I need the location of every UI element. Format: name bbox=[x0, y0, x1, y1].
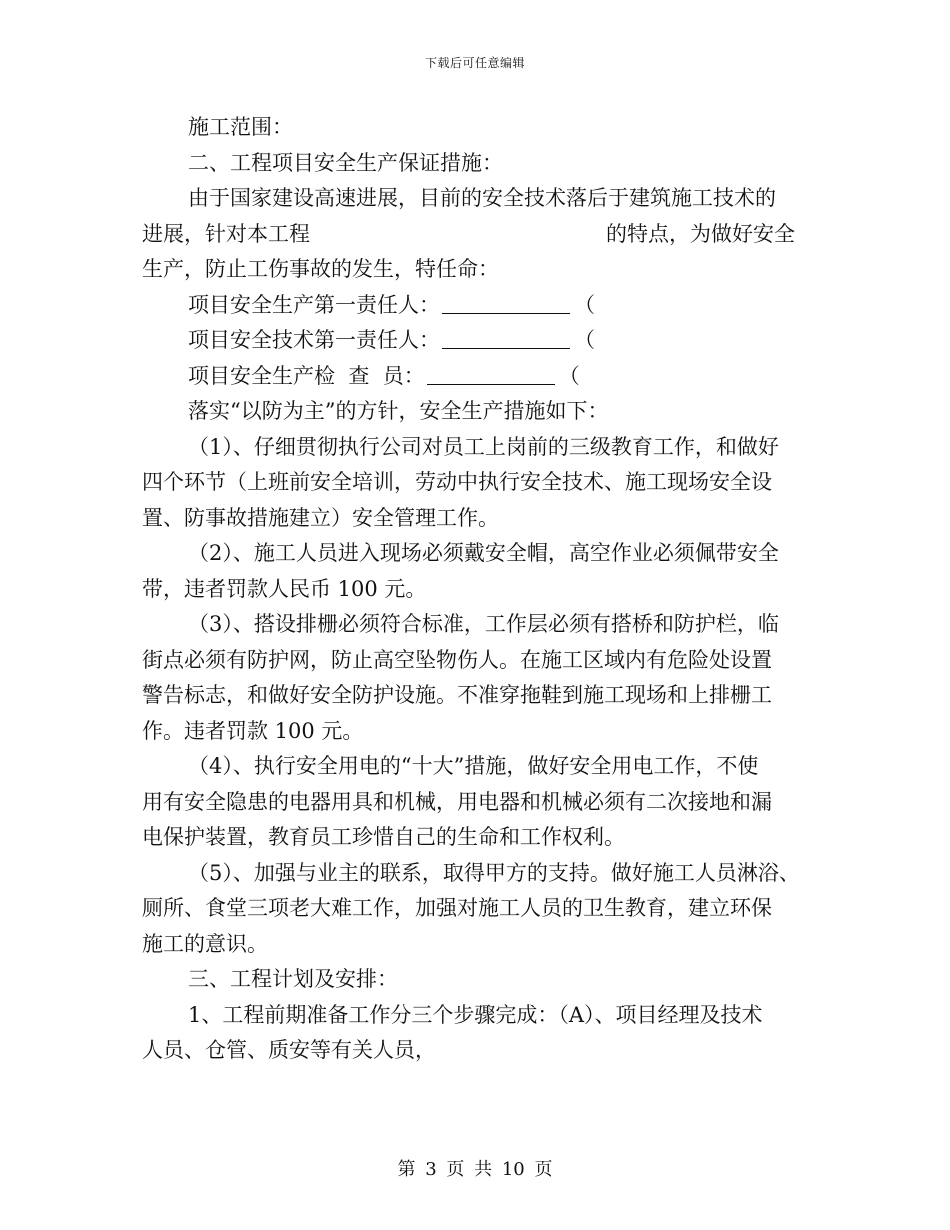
role-label: 项目安全生产检 查 员： bbox=[188, 363, 425, 388]
appointment-line bbox=[142, 288, 822, 324]
paragraph-line: （4）、执行安全用电的“十大”措施，做好安全用电工作，不使 bbox=[188, 754, 759, 778]
paragraph-line: 电保护装置，教育员工珍惜自己的生命和工作权利。 bbox=[142, 825, 625, 849]
paragraph-line: 警告标志，和做好安全防护设施。不准穿拖鞋到施工现场和上排栅工 bbox=[142, 683, 772, 707]
paragraph-line: 由于国家建设高速进展，目前的安全技术落后于建筑施工技术的 bbox=[188, 186, 776, 210]
paragraph-line: （1）、仔细贯彻执行公司对员工上岗前的三级教育工作，和做好 bbox=[188, 434, 779, 459]
fill-in-blank bbox=[442, 328, 570, 349]
paragraph-line: （2）、施工人员进入现场必须戴安全帽，高空作业必须佩带安全 bbox=[188, 541, 779, 565]
paragraph-line: 1、工程前期准备工作分三个步骤完成：（A）、项目经理及技术 bbox=[188, 1002, 763, 1027]
section-heading: 三、工程计划及安排： bbox=[188, 967, 398, 991]
bracket: （ bbox=[574, 328, 595, 352]
paragraph-line: 厕所、食堂三项老大难工作，加强对施工人员的卫生教育，建立环保 bbox=[142, 896, 772, 920]
paragraph-line: 作。违者罚款 100 元。 bbox=[142, 718, 364, 743]
fill-in-blank bbox=[427, 364, 555, 385]
paragraph-line: 四个环节（上班前安全培训，劳动中执行安全技术、施工现场安全设 bbox=[142, 470, 772, 494]
paragraph-line: 施工的意识。 bbox=[142, 931, 268, 956]
section-heading: 二、工程项目安全生产保证措施： bbox=[188, 150, 503, 175]
role-label: 项目安全技术第一责任人： bbox=[188, 328, 440, 352]
paragraph-line: 施工范围： bbox=[188, 115, 293, 139]
appointment-line bbox=[142, 323, 822, 359]
paragraph-line: （3）、搭设排栅必须符合标准，工作层必须有搭桥和防护栏，临 bbox=[188, 612, 779, 636]
role-label: 项目安全生产第一责任人： bbox=[188, 292, 440, 317]
paragraph-line: 人员、仓管、质安等有关人员， bbox=[142, 1038, 436, 1062]
paragraph-line: （5）、加强与业主的联系，取得甲方的支持。做好施工人员淋浴、 bbox=[188, 860, 800, 885]
page-number: 第 3 页 共 10 页 bbox=[397, 1159, 553, 1180]
paragraph-text: 的特点，为做好安全 bbox=[606, 221, 795, 246]
bracket: （ bbox=[574, 292, 595, 317]
page-header: 下载后可任意编辑 bbox=[424, 56, 525, 70]
appointment-line bbox=[142, 359, 822, 395]
fill-in-blank bbox=[442, 293, 570, 314]
paragraph-line: 带，违者罚款人民币 100 元。 bbox=[142, 576, 427, 601]
paragraph-line: 用有安全隐患的电器用具和机械，用电器和机械必须有二次接地和漏 bbox=[142, 789, 772, 814]
paragraph-line bbox=[142, 217, 822, 253]
paragraph-line: 落实“以防为主”的方针，安全生产措施如下： bbox=[188, 399, 609, 423]
paragraph-line: 街点必须有防护网，防止高空坠物伤人。在施工区域内有危险处设置 bbox=[142, 647, 772, 672]
paragraph-line: 置、防事故措施建立）安全管理工作。 bbox=[142, 505, 499, 530]
document-body bbox=[142, 110, 822, 1069]
paragraph-line: 生产，防止工伤事故的发生，特任命： bbox=[142, 257, 499, 281]
paragraph-text: 进展，针对本工程 bbox=[142, 221, 310, 246]
bracket: （ bbox=[558, 363, 580, 388]
